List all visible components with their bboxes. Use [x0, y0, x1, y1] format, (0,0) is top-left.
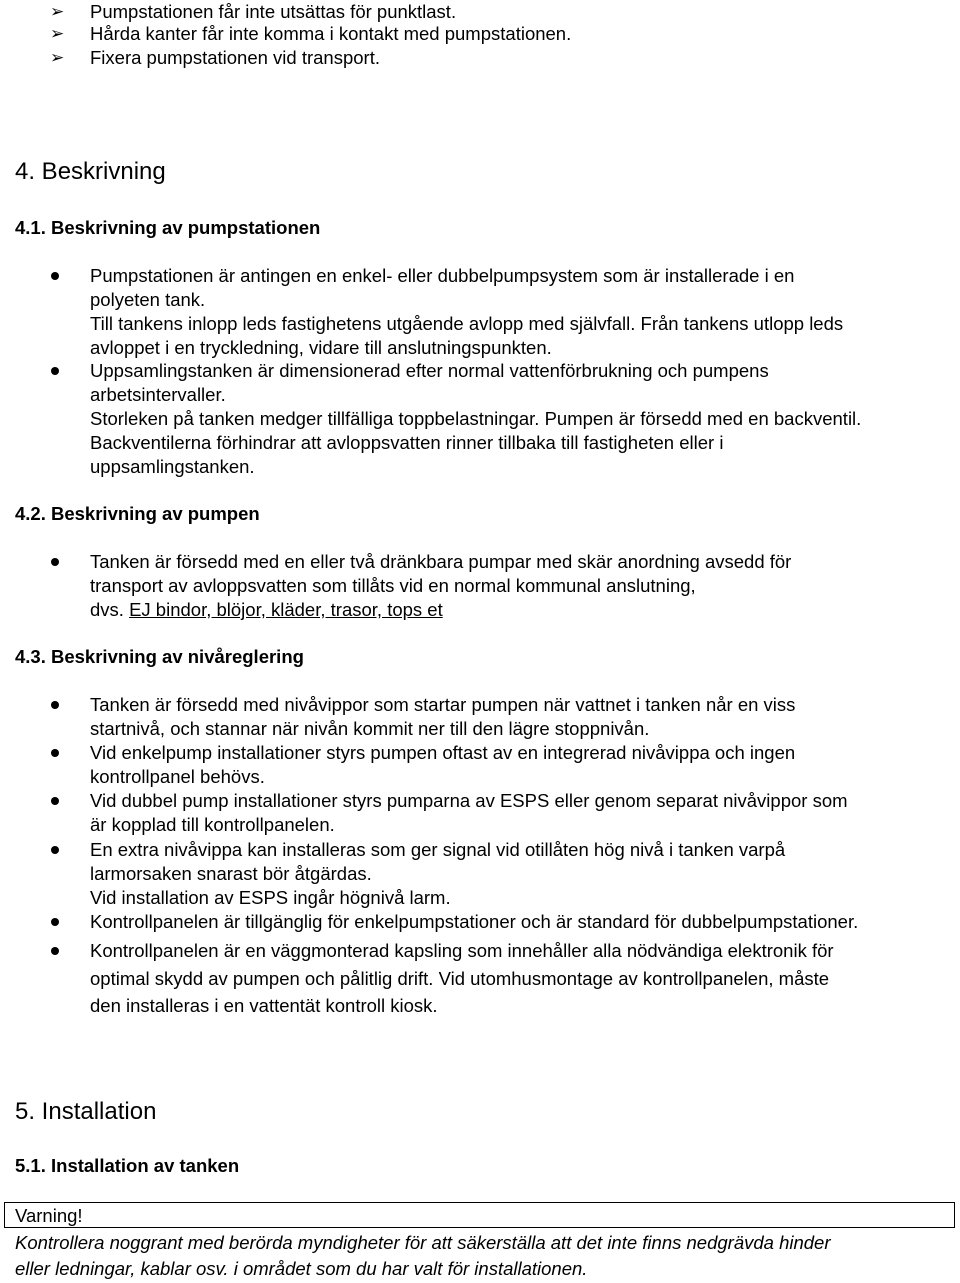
- list-item-line: Vid enkelpump installationer styrs pumpen oftast av en integrerad nivåvippa och ingen: [90, 742, 796, 763]
- list-item-line: Storleken på tanken medger tillfälliga toppbelastningar. Pumpen är försedd med en backventil.: [90, 408, 862, 429]
- bullet-icon: [51, 797, 59, 805]
- list-item-line: polyeten tank.: [90, 289, 206, 310]
- bullet-icon: [51, 846, 59, 854]
- warning-box: [4, 1202, 955, 1228]
- bullet-icon: [51, 367, 59, 375]
- arrow-bullet-icon: ➢: [50, 2, 65, 21]
- bullet-icon: [51, 918, 59, 926]
- list-item-line: [90, 598, 443, 622]
- list-item: Hårda kanter får inte komma i kontakt med pumpstationen.: [90, 23, 572, 44]
- list-item-line: den installeras i en vattentät kontroll kiosk.: [90, 995, 438, 1016]
- bullet-icon: [51, 558, 59, 566]
- list-item-line: transport av avloppsvatten som tillåts vid en normal kommunal anslutning,: [90, 575, 696, 596]
- list-item-line: uppsamlingstanken.: [90, 456, 255, 477]
- list-item-line: startnivå, och stannar när nivån kommit ner till den lägre stoppnivån.: [90, 718, 650, 739]
- list-item-line: larmorsaken snarast bör åtgärdas.: [90, 863, 372, 884]
- list-item-line: En extra nivåvippa kan installeras som ger signal vid otillåten hög nivå i tanken varpå: [90, 839, 786, 860]
- list-item-line: är kopplad till kontrollpanelen.: [90, 814, 335, 835]
- warning-label: Varning!: [15, 1205, 83, 1226]
- arrow-bullet-icon: ➢: [50, 48, 65, 67]
- list-item-line: kontrollpanel behövs.: [90, 766, 265, 787]
- list-item-line: Pumpstationen är antingen en enkel- eller dubbelpumpsystem som är installerade i en: [90, 265, 795, 286]
- list-item-line: Tanken är försedd med en eller två dränkbara pumpar med skär anordning avsedd för: [90, 551, 792, 572]
- underlined-text: EJ bindor, blöjor, kläder, trasor, tops et: [129, 599, 443, 620]
- line-prefix: dvs.: [90, 599, 130, 620]
- warning-text-line: eller ledningar, kablar osv. i området som du har valt för installationen.: [15, 1258, 588, 1279]
- bullet-icon: [51, 749, 59, 757]
- list-item-line: Vid dubbel pump installationer styrs pumparna av ESPS eller genom separat nivåvippor som: [90, 790, 848, 811]
- list-item: Pumpstationen får inte utsättas för punktlast.: [90, 1, 457, 22]
- list-item-line: Till tankens inlopp leds fastighetens utgående avlopp med självfall. Från tankens utlopp leds: [90, 313, 844, 334]
- bullet-icon: [51, 701, 59, 709]
- list-item-line: Uppsamlingstanken är dimensionerad efter normal vattenförbrukning och pumpens: [90, 360, 769, 381]
- list-item-line: Tanken är försedd med nivåvippor som startar pumpen när vattnet i tanken når en viss: [90, 694, 796, 715]
- list-item-line: optimal skydd av pumpen och pålitlig drift. Vid utomhusmontage av kontrollpanelen, måste: [90, 968, 830, 989]
- list-item-line: avloppet i en tryckledning, vidare till anslutningspunkten.: [90, 337, 552, 358]
- subsection-heading: 5.1. Installation av tanken: [15, 1155, 240, 1176]
- list-item-line: arbetsintervaller.: [90, 384, 226, 405]
- warning-text-line: Kontrollera noggrant med berörda myndigheter för att säkerställa att det inte finns nedgrävda hinder: [15, 1232, 831, 1253]
- list-item-line: Backventilerna förhindrar att avloppsvatten rinner tillbaka till fastigheten eller i: [90, 432, 724, 453]
- list-item-line: Kontrollpanelen är en väggmonterad kapsling som innehåller alla nödvändiga elektronik för: [90, 940, 834, 961]
- section-heading: 4. Beskrivning: [15, 158, 166, 185]
- arrow-bullet-icon: ➢: [50, 24, 65, 43]
- subsection-heading: 4.1. Beskrivning av pumpstationen: [15, 217, 321, 238]
- list-item: Fixera pumpstationen vid transport.: [90, 47, 380, 68]
- list-item-line: Kontrollpanelen är tillgänglig för enkelpumpstationer och är standard för dubbelpumpstationer.: [90, 911, 859, 932]
- list-item-line: Vid installation av ESPS ingår högnivå larm.: [90, 887, 451, 908]
- subsection-heading: 4.2. Beskrivning av pumpen: [15, 503, 260, 524]
- subsection-heading: 4.3. Beskrivning av nivåreglering: [15, 646, 304, 667]
- section-heading: 5. Installation: [15, 1098, 157, 1125]
- bullet-icon: [51, 947, 59, 955]
- bullet-icon: [51, 272, 59, 280]
